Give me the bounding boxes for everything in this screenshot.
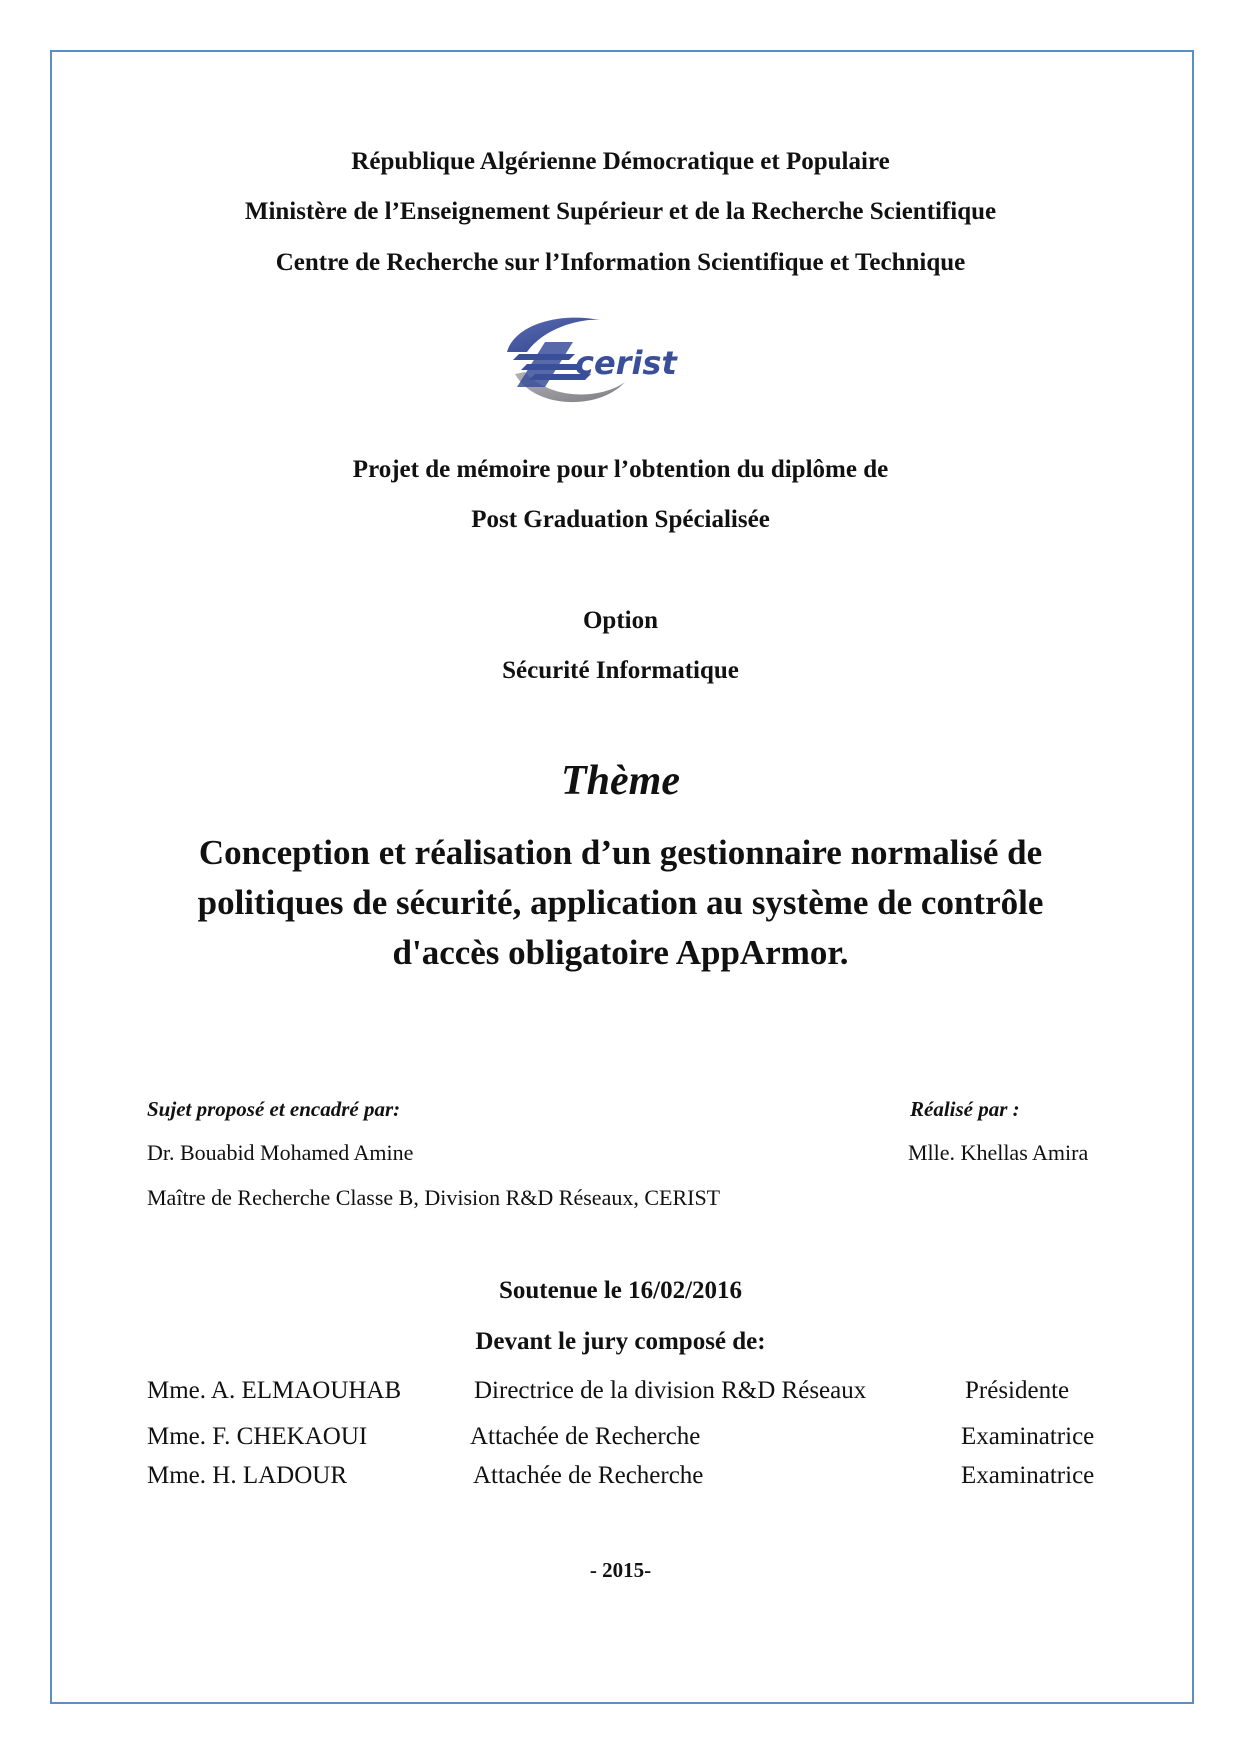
jury-member-role: Examinatrice — [961, 1423, 1095, 1450]
header-ministry: Ministère de l’Enseignement Supérieur et de la Recherche Scientifique — [244, 198, 997, 225]
header-center: Centre de Recherche sur l’Information Scientifique et Technique — [275, 249, 966, 276]
author-name: Mlle. Khellas Amira — [908, 1140, 1089, 1165]
jury-member-role: Présidente — [965, 1377, 1070, 1404]
theme-title-line-3: d'accès obligatoire AppArmor. — [392, 933, 849, 972]
author-label: Réalisé par : — [910, 1097, 1020, 1121]
theme-label: Thème — [561, 758, 680, 804]
option-value: Sécurité Informatique — [502, 657, 739, 684]
jury-member-role: Examinatrice — [961, 1462, 1095, 1489]
jury-member-title: Directrice de la division R&D Réseaux — [474, 1377, 867, 1404]
jury-member-name: Mme. F. CHEKAOUI — [147, 1423, 368, 1450]
cerist-logo — [505, 312, 730, 412]
jury-member-name: Mme. H. LADOUR — [147, 1462, 347, 1489]
logo-wordmark: cerist — [575, 344, 677, 382]
degree-line-2: Post Graduation Spécialisée — [471, 506, 770, 533]
supervisor-name: Dr. Bouabid Mohamed Amine — [147, 1140, 414, 1165]
theme-title-line-1: Conception et réalisation d’un gestionnaire normalisé de — [198, 833, 1043, 872]
supervisor-position: Maître de Recherche Classe B, Division R&D Réseaux, CERIST — [147, 1185, 721, 1210]
jury-heading: Devant le jury composé de: — [475, 1328, 766, 1355]
year: - 2015- — [589, 1558, 652, 1582]
jury-member-name: Mme. A. ELMAOUHAB — [147, 1377, 402, 1404]
degree-line-1: Projet de mémoire pour l’obtention du diplôme de — [352, 456, 889, 483]
theme-title-line-2: politiques de sécurité, application au système de contrôle — [197, 883, 1044, 922]
jury-member-title: Attachée de Recherche — [473, 1462, 704, 1489]
option-label: Option — [582, 607, 659, 634]
jury-member-title: Attachée de Recherche — [470, 1423, 701, 1450]
header-republic: République Algérienne Démocratique et Populaire — [351, 148, 890, 175]
supervisor-label: Sujet proposé et encadré par: — [147, 1097, 401, 1121]
defense-date: Soutenue le 16/02/2016 — [498, 1277, 743, 1304]
